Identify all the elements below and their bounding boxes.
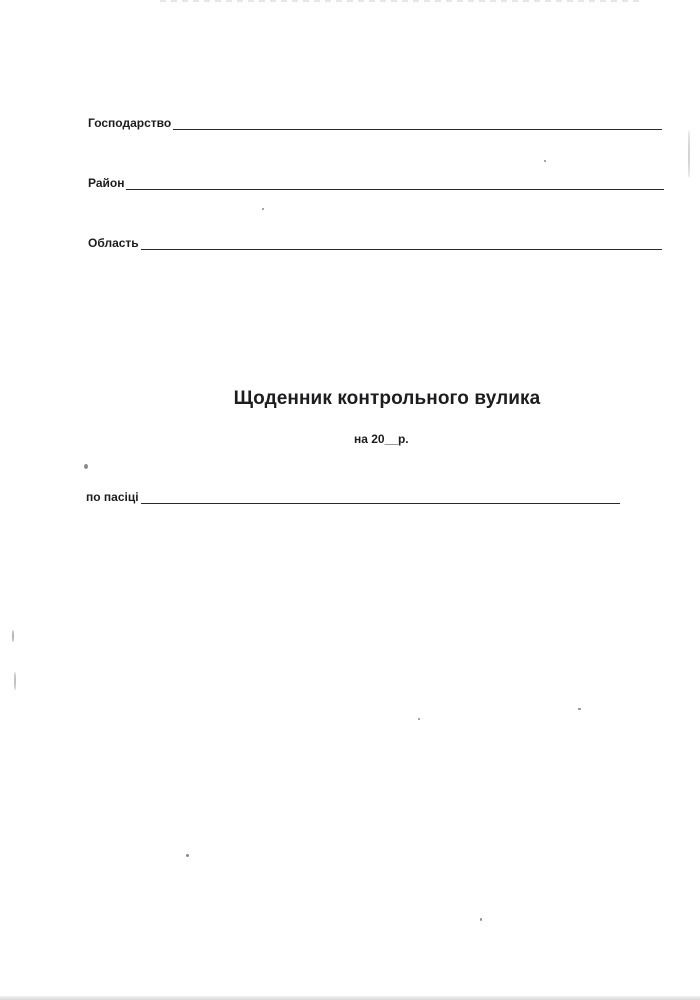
field-gospodarstvo-line[interactable] [173,117,662,130]
field-pasika [86,490,620,504]
scan-speck [418,718,420,720]
scan-speck [186,854,189,857]
field-pasika-line[interactable] [141,491,620,504]
scan-speck [12,630,14,642]
scan-speck [84,464,88,469]
field-oblast-label: Область [88,236,139,250]
document-title-text: Щоденник контрольного вулика [233,388,541,409]
field-raion-label: Район [88,176,125,190]
field-gospodarstvo-label: Господарство [88,116,172,130]
document-title [0,388,700,410]
field-raion [88,176,664,190]
field-oblast-line[interactable] [141,237,662,250]
year-line: на 20__р. [354,432,409,446]
field-raion-line[interactable] [126,177,664,190]
field-pasika-label: по пасіці [86,490,139,504]
scan-speck [578,708,581,710]
scan-speck [480,918,482,921]
field-gospodarstvo [88,116,662,130]
scan-artifact-top [160,0,640,2]
scan-speck [688,130,690,178]
scan-speck [14,672,16,690]
scan-artifact-bottom [0,996,700,1000]
field-oblast [88,236,662,250]
scan-speck [262,208,264,210]
scan-speck [544,160,546,162]
